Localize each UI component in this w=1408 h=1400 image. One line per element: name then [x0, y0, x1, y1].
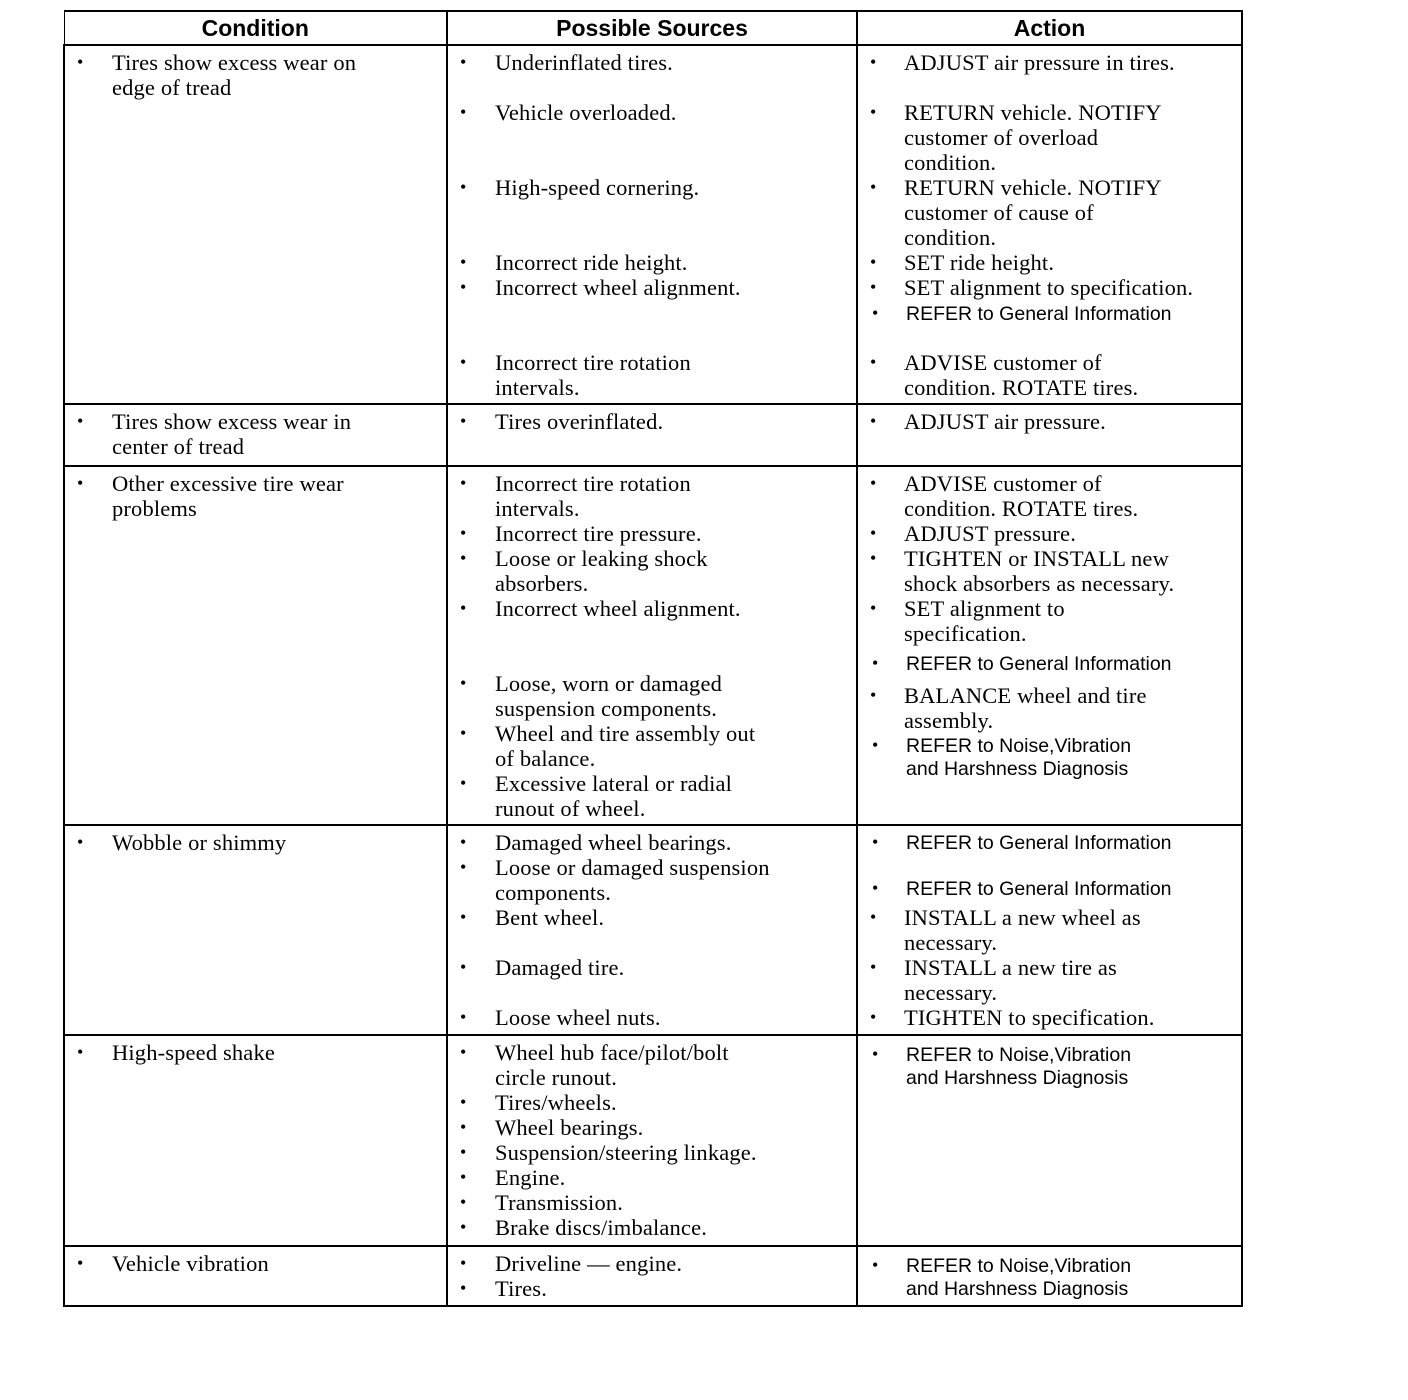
source-line: Tires overinflated. — [495, 409, 664, 434]
bullet-icon: • — [460, 907, 467, 927]
source-line: Suspension/steering linkage. — [495, 1140, 757, 1165]
action-line: REFER to Noise,Vibration — [906, 1044, 1132, 1066]
bullet-icon: • — [460, 673, 467, 693]
source-line: Vehicle overloaded. — [495, 100, 677, 125]
sources-cell — [447, 45, 857, 404]
action-line: SET alignment to — [904, 596, 1065, 621]
bullet-icon: • — [870, 1007, 877, 1027]
bullet-icon: • — [872, 1044, 879, 1064]
action-line: REFER to General Information — [906, 878, 1172, 900]
source-line: High-speed cornering. — [495, 175, 700, 200]
bullet-icon: • — [872, 735, 879, 755]
condition-cell — [64, 45, 447, 404]
bullet-icon: • — [460, 523, 467, 543]
condition-line: High-speed shake — [112, 1040, 275, 1065]
source-line: circle runout. — [495, 1065, 618, 1090]
condition-line: Tires show excess wear on — [112, 50, 357, 75]
source-line: Loose or damaged suspension — [495, 855, 770, 880]
bullet-icon: • — [77, 1042, 84, 1062]
action-line: specification. — [904, 621, 1027, 646]
action-line: necessary. — [904, 980, 998, 1005]
action-cell — [857, 45, 1242, 404]
bullet-icon: • — [870, 277, 877, 297]
source-line: Driveline — engine. — [495, 1251, 683, 1276]
bullet-icon: • — [77, 411, 84, 431]
source-line: Damaged tire. — [495, 955, 625, 980]
bullet-icon: • — [77, 1253, 84, 1273]
bullet-icon: • — [460, 277, 467, 297]
bullet-icon: • — [460, 1092, 467, 1112]
bullet-icon: • — [870, 907, 877, 927]
sources-cell — [447, 825, 857, 1035]
table-row — [64, 1035, 1242, 1246]
condition-cell — [64, 1246, 447, 1306]
source-line: Incorrect tire rotation — [495, 350, 691, 375]
bullet-icon: • — [460, 773, 467, 793]
action-line: and Harshness Diagnosis — [906, 1278, 1129, 1300]
bullet-icon: • — [460, 1142, 467, 1162]
action-line: condition. — [904, 150, 997, 175]
action-line: ADJUST pressure. — [904, 521, 1076, 546]
action-cell — [857, 404, 1242, 466]
table-row — [64, 466, 1242, 825]
sources-cell — [447, 404, 857, 466]
source-line: Brake discs/imbalance. — [495, 1215, 707, 1240]
bullet-icon: • — [460, 1192, 467, 1212]
diagnosis-table — [63, 10, 1243, 1307]
bullet-icon: • — [460, 1278, 467, 1298]
source-line: intervals. — [495, 496, 580, 521]
source-line: Bent wheel. — [495, 905, 605, 930]
bullet-icon: • — [870, 52, 877, 72]
source-line: Engine. — [495, 1165, 566, 1190]
source-line: Wheel and tire assembly out — [495, 721, 756, 746]
action-line: REFER to Noise,Vibration — [906, 735, 1132, 757]
source-line: Loose, worn or damaged — [495, 671, 722, 696]
bullet-icon: • — [460, 352, 467, 372]
source-line: Loose or leaking shock — [495, 546, 708, 571]
bullet-icon: • — [77, 832, 84, 852]
source-line: Excessive lateral or radial — [495, 771, 733, 796]
action-line: SET alignment to specification. — [904, 275, 1194, 300]
action-line: INSTALL a new tire as — [904, 955, 1117, 980]
condition-cell — [64, 825, 447, 1035]
condition-line: Vehicle vibration — [112, 1251, 269, 1276]
condition-line: center of tread — [112, 434, 245, 459]
source-line: Underinflated tires. — [495, 50, 673, 75]
sources-cell — [447, 1035, 857, 1246]
condition-cell — [64, 1035, 447, 1246]
bullet-icon: • — [460, 1042, 467, 1062]
action-cell — [857, 825, 1242, 1035]
action-line: RETURN vehicle. NOTIFY — [904, 100, 1162, 125]
bullet-icon: • — [460, 102, 467, 122]
condition-line: edge of tread — [112, 75, 232, 100]
bullet-icon: • — [460, 598, 467, 618]
bullet-icon: • — [460, 723, 467, 743]
source-line: intervals. — [495, 375, 580, 400]
source-line: Incorrect wheel alignment. — [495, 275, 741, 300]
action-line: necessary. — [904, 930, 998, 955]
source-line: absorbers. — [495, 571, 589, 596]
bullet-icon: • — [460, 832, 467, 852]
action-line: assembly. — [904, 708, 994, 733]
bullet-icon: • — [870, 523, 877, 543]
table-row — [64, 404, 1242, 466]
source-line: components. — [495, 880, 612, 905]
sources-cell — [447, 466, 857, 825]
action-line: SET ride height. — [904, 250, 1055, 275]
bullet-icon: • — [872, 832, 879, 852]
bullet-icon: • — [870, 685, 877, 705]
table-row — [64, 45, 1242, 404]
action-line: REFER to General Information — [906, 303, 1172, 325]
source-line: Loose wheel nuts. — [495, 1005, 661, 1030]
header-condition: Condition — [64, 11, 447, 45]
source-line: Wheel hub face/pilot/bolt — [495, 1040, 729, 1065]
source-line: Wheel bearings. — [495, 1115, 644, 1140]
table-row — [64, 1246, 1242, 1306]
action-line: RETURN vehicle. NOTIFY — [904, 175, 1162, 200]
action-line: customer of overload — [904, 125, 1099, 150]
bullet-icon: • — [460, 857, 467, 877]
bullet-icon: • — [870, 957, 877, 977]
header-action: Action — [857, 11, 1242, 45]
condition-line: Tires show excess wear in — [112, 409, 352, 434]
source-line: Incorrect wheel alignment. — [495, 596, 741, 621]
action-line: BALANCE wheel and tire — [904, 683, 1147, 708]
source-line: runout of wheel. — [495, 796, 646, 821]
source-line: Incorrect tire pressure. — [495, 521, 702, 546]
action-cell — [857, 1246, 1242, 1306]
source-line: Tires. — [495, 1276, 547, 1301]
action-line: TIGHTEN or INSTALL new — [904, 546, 1169, 571]
source-line: Incorrect tire rotation — [495, 471, 691, 496]
bullet-icon: • — [870, 548, 877, 568]
condition-line: Other excessive tire wear — [112, 471, 344, 496]
condition-cell — [64, 466, 447, 825]
bullet-icon: • — [870, 177, 877, 197]
bullet-icon: • — [460, 52, 467, 72]
action-line: REFER to General Information — [906, 832, 1172, 854]
bullet-icon: • — [870, 252, 877, 272]
header-possible-sources: Possible Sources — [447, 11, 857, 45]
bullet-icon: • — [460, 177, 467, 197]
action-line: ADJUST air pressure. — [904, 409, 1106, 434]
source-line: suspension components. — [495, 696, 718, 721]
bullet-icon: • — [460, 1007, 467, 1027]
action-cell — [857, 1035, 1242, 1246]
sources-cell — [447, 1246, 857, 1306]
bullet-icon: • — [872, 878, 879, 898]
source-line: Damaged wheel bearings. — [495, 830, 732, 855]
bullet-icon: • — [460, 1253, 467, 1273]
action-line: TIGHTEN to specification. — [904, 1005, 1155, 1030]
action-line: REFER to Noise,Vibration — [906, 1255, 1132, 1277]
action-line: REFER to General Information — [906, 653, 1172, 675]
bullet-icon: • — [870, 411, 877, 431]
action-line: ADVISE customer of — [904, 471, 1102, 496]
source-line: of balance. — [495, 746, 596, 771]
action-line: ADVISE customer of — [904, 350, 1102, 375]
bullet-icon: • — [460, 957, 467, 977]
action-line: INSTALL a new wheel as — [904, 905, 1141, 930]
action-line: shock absorbers as necessary. — [904, 571, 1175, 596]
bullet-icon: • — [460, 548, 467, 568]
action-line: customer of cause of — [904, 200, 1094, 225]
condition-cell — [64, 404, 447, 466]
table-row — [64, 825, 1242, 1035]
bullet-icon: • — [77, 473, 84, 493]
bullet-icon: • — [460, 252, 467, 272]
header-row — [64, 11, 1242, 45]
bullet-icon: • — [460, 1117, 467, 1137]
action-line: condition. ROTATE tires. — [904, 375, 1139, 400]
action-line: condition. ROTATE tires. — [904, 496, 1139, 521]
bullet-icon: • — [872, 303, 879, 323]
action-line: condition. — [904, 225, 997, 250]
bullet-icon: • — [870, 352, 877, 372]
source-line: Incorrect ride height. — [495, 250, 688, 275]
action-line: and Harshness Diagnosis — [906, 758, 1129, 780]
bullet-icon: • — [460, 1217, 467, 1237]
bullet-icon: • — [77, 52, 84, 72]
source-line: Transmission. — [495, 1190, 624, 1215]
bullet-icon: • — [872, 1255, 879, 1275]
bullet-icon: • — [870, 598, 877, 618]
bullet-icon: • — [460, 473, 467, 493]
bullet-icon: • — [870, 102, 877, 122]
condition-line: Wobble or shimmy — [112, 830, 287, 855]
bullet-icon: • — [872, 653, 879, 673]
action-cell — [857, 466, 1242, 825]
bullet-icon: • — [870, 473, 877, 493]
source-line: Tires/wheels. — [495, 1090, 617, 1115]
action-line: ADJUST air pressure in tires. — [904, 50, 1175, 75]
condition-line: problems — [112, 496, 197, 521]
bullet-icon: • — [460, 1167, 467, 1187]
bullet-icon: • — [460, 411, 467, 431]
action-line: and Harshness Diagnosis — [906, 1067, 1129, 1089]
